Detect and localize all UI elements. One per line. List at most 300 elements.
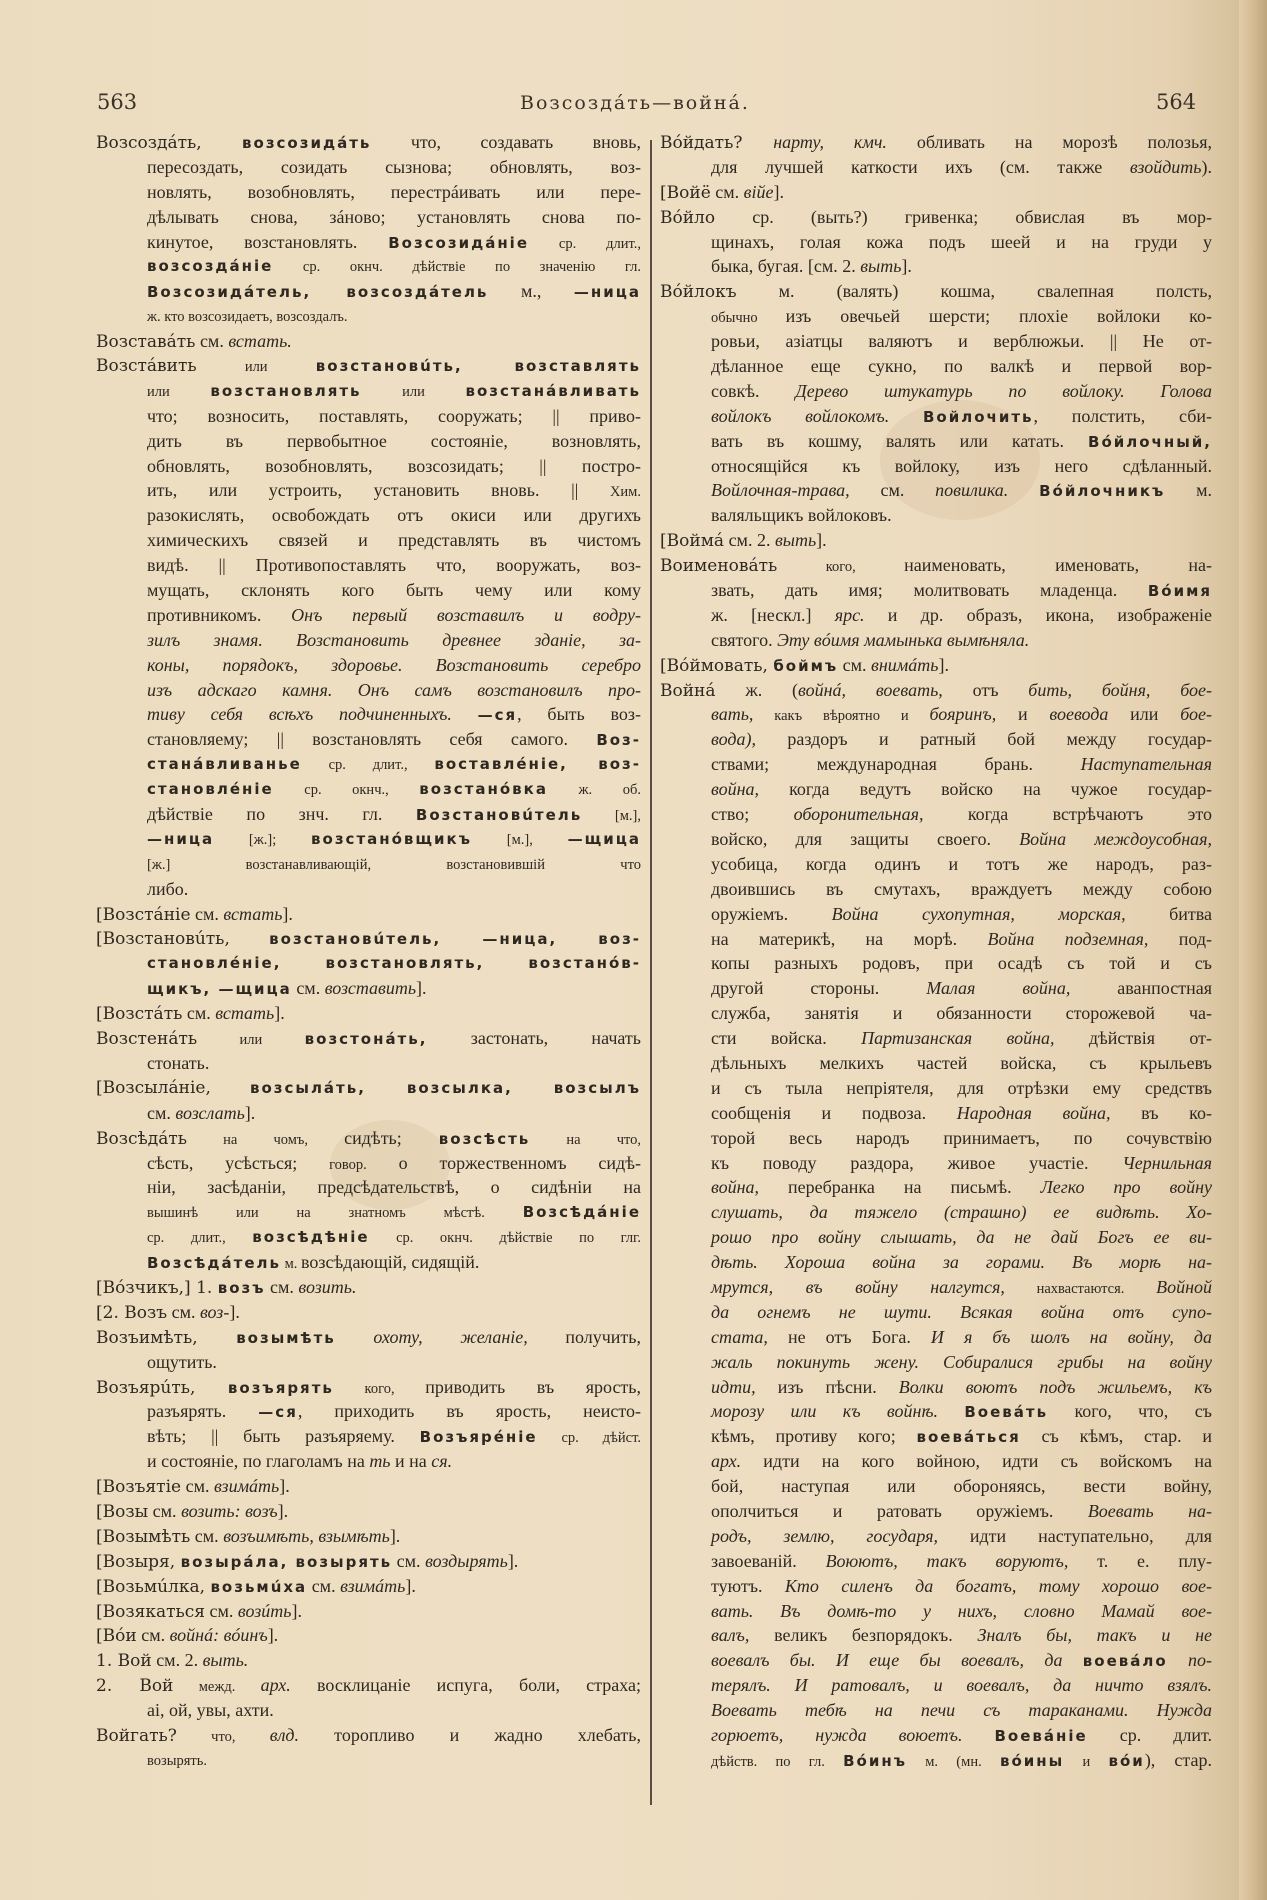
entry-continuation-line bbox=[660, 1424, 1212, 1449]
definition-text: изъ овечьей шерсти; плохіе войлоки ко- bbox=[785, 306, 1212, 327]
entry-continuation-line bbox=[96, 1350, 641, 1375]
entry-continuation-line bbox=[660, 1723, 1212, 1748]
definition-text: дѣйствіе по знч. гл. bbox=[147, 804, 416, 825]
italic-example: выть. bbox=[202, 1650, 249, 1671]
definition-text: ство; bbox=[711, 804, 794, 825]
italic-example: Партизанская война, bbox=[861, 1028, 1055, 1049]
italic-example: Онъ первый возставилъ и водру- bbox=[291, 604, 641, 625]
italic-example: войнá, воевать, bbox=[798, 679, 943, 700]
definition-text: щинахъ, голая кожа подъ шеей и на груди у bbox=[711, 231, 1212, 252]
italic-example: бояринъ, bbox=[929, 704, 997, 725]
italic-example: Война междоусобная, bbox=[1019, 828, 1212, 849]
definition-text: ]. bbox=[389, 1525, 401, 1546]
entry-continuation-line bbox=[660, 1026, 1212, 1051]
entry-continuation-line bbox=[96, 429, 641, 454]
headword: [Возстáніе bbox=[96, 904, 191, 925]
entry-continuation-line bbox=[660, 478, 1212, 503]
italic-example: вать, bbox=[711, 704, 754, 725]
entry-headword-line bbox=[96, 1723, 641, 1748]
italic-example: возить: возъ bbox=[181, 1500, 278, 1521]
italic-example: оборонительная, bbox=[793, 804, 924, 825]
definition-text: т. е. плу- bbox=[1068, 1550, 1212, 1571]
entry-continuation-line bbox=[96, 528, 641, 553]
italic-example: Дерево штукатурь по войлоку. Голова bbox=[795, 380, 1212, 401]
headword: [2. Возъ bbox=[96, 1302, 168, 1323]
entry-continuation-line bbox=[96, 1250, 641, 1275]
entry-headword-line bbox=[96, 927, 641, 952]
entry-continuation-line bbox=[660, 155, 1212, 180]
entry-continuation-line bbox=[96, 478, 641, 503]
bold-term: —ница bbox=[147, 829, 215, 848]
definition-text: ополчиться и ратовать оружіемъ. bbox=[711, 1500, 1088, 1521]
right-page-number: 564 bbox=[1156, 90, 1197, 114]
definition-text: и съ тыла непріятеля, для отрѣзки ему средствъ bbox=[711, 1077, 1212, 1098]
small-label: межд. bbox=[173, 1679, 261, 1696]
entry-continuation-line bbox=[96, 702, 641, 727]
entry-continuation-line bbox=[96, 752, 641, 777]
entry-headword-line bbox=[96, 1549, 641, 1574]
definition-text: под- bbox=[1148, 928, 1212, 949]
definition-text: см. bbox=[205, 1600, 238, 1621]
left-column bbox=[96, 130, 641, 1773]
entry-headword-line bbox=[96, 1275, 641, 1300]
italic-example: возúть bbox=[237, 1600, 292, 1621]
definition-text: торопливо и жадно хлебать, bbox=[299, 1725, 641, 1745]
italic-example: воевода bbox=[1049, 704, 1109, 725]
column-divider bbox=[650, 140, 652, 1805]
entry-continuation-line bbox=[96, 802, 641, 827]
italic-example: воз- bbox=[199, 1301, 230, 1322]
small-label: [ж.] возстанавливающій, возстановившій что bbox=[147, 856, 641, 873]
definition-text: и др. образъ, икона, изображеніе bbox=[864, 604, 1212, 625]
italic-example: Малая война, bbox=[926, 978, 1071, 999]
entry-continuation-line bbox=[660, 802, 1212, 827]
definition-text: совкѣ. bbox=[711, 380, 796, 401]
definition-text: дѣланное еще сукно, по валкѣ и первой вор- bbox=[711, 356, 1212, 377]
small-label: ср. окнч. дѣйствіе по глг. bbox=[369, 1230, 641, 1247]
definition-text: см. bbox=[190, 1525, 224, 1546]
italic-example: Зналъ бы, такъ и не bbox=[977, 1625, 1212, 1646]
definition-text: застонать, начать bbox=[427, 1028, 641, 1049]
definition-text: что, создавать вновь, bbox=[371, 132, 641, 152]
definition-text: съ кѣмъ, стар. и bbox=[1020, 1426, 1212, 1447]
definition-text: ]. bbox=[405, 1575, 416, 1596]
headword: 2. Вой bbox=[96, 1676, 174, 1697]
entry-headword-line bbox=[96, 1325, 641, 1350]
entry-headword-line bbox=[96, 1375, 641, 1400]
entry-continuation-line bbox=[660, 1350, 1212, 1375]
definition-text: изъ пѣсни. bbox=[755, 1376, 899, 1397]
entry-headword-line bbox=[660, 180, 1212, 205]
italic-example: ярс. bbox=[834, 604, 865, 625]
headword: [Вóзчикъ,] 1. bbox=[96, 1277, 218, 1298]
entry-headword-line bbox=[96, 329, 641, 354]
bold-term: возсѣсть bbox=[438, 1129, 531, 1148]
bold-term: —щица bbox=[567, 829, 641, 848]
bold-term: Воевáніе bbox=[994, 1727, 1088, 1745]
italic-example: Волки воютъ подъ жильемъ, къ bbox=[898, 1376, 1212, 1397]
bold-term: —ница bbox=[573, 283, 642, 302]
entry-headword-line bbox=[660, 553, 1212, 578]
headword: [Возстáть bbox=[96, 1004, 183, 1025]
entry-continuation-line bbox=[660, 852, 1212, 877]
italic-example: возставить bbox=[324, 978, 417, 999]
definition-text: м., bbox=[488, 281, 574, 302]
italic-example: Кто силенъ да богатъ, тому хорошо вое- bbox=[784, 1575, 1213, 1596]
italic-example: взимáть bbox=[340, 1575, 406, 1596]
definition-text: м. bbox=[1165, 480, 1212, 501]
definition-text: туютъ. bbox=[711, 1575, 785, 1596]
definition-text: вѣть; || быть разъяряему. bbox=[147, 1426, 420, 1447]
definition-text: перебранка на письмѣ. bbox=[759, 1177, 1041, 1198]
definition-text: двоившись въ смутахъ, враждуетъ между собою bbox=[711, 878, 1212, 899]
entry-continuation-line bbox=[660, 329, 1212, 354]
entry-continuation-line bbox=[96, 827, 641, 852]
entry-continuation-line bbox=[660, 1250, 1212, 1275]
small-label: м. (мн. bbox=[907, 1753, 1000, 1770]
entry-continuation-line bbox=[96, 727, 641, 752]
small-label: или bbox=[147, 383, 211, 400]
bold-term: Вóйлочникъ bbox=[1039, 482, 1166, 501]
entry-continuation-line bbox=[660, 1375, 1212, 1400]
bold-term: возъ bbox=[217, 1278, 266, 1297]
italic-example: Войлочная-трава, bbox=[711, 480, 850, 501]
entry-continuation-line bbox=[96, 205, 641, 230]
entry-continuation-line bbox=[96, 653, 641, 678]
definition-text: восклицаніе испуга, боли, страха; bbox=[290, 1675, 641, 1696]
definition-text: приводить въ ярость, bbox=[425, 1376, 642, 1397]
definition-text: противникомъ. bbox=[147, 604, 292, 625]
entry-continuation-line bbox=[660, 1076, 1212, 1101]
bold-term: возстановúть, возставлять bbox=[315, 357, 641, 376]
definition-text: ]. bbox=[416, 978, 427, 999]
definition-text: или bbox=[1108, 704, 1181, 725]
definition-text: и bbox=[996, 704, 1050, 725]
bold-term: возсылáть, возсылка, возсылъ bbox=[249, 1078, 641, 1097]
entry-headword-line bbox=[96, 130, 641, 155]
definition-text: ср. длит. bbox=[1087, 1725, 1212, 1745]
definition-text: см. bbox=[182, 1003, 216, 1024]
entry-continuation-line bbox=[660, 1001, 1212, 1026]
definition-text: дить въ первобытное состояніе, возновлять, bbox=[147, 430, 641, 451]
entry-headword-line bbox=[660, 205, 1212, 230]
entry-continuation-line bbox=[660, 1275, 1212, 1300]
entry-continuation-line bbox=[96, 254, 641, 279]
small-label: ср. окнч., bbox=[273, 782, 420, 799]
bold-term: воевáться bbox=[916, 1428, 1021, 1447]
bold-term: Вóинъ bbox=[843, 1751, 907, 1770]
definition-text: ]. bbox=[773, 181, 784, 202]
definition-text: получить, bbox=[527, 1326, 642, 1347]
entry-continuation-line bbox=[660, 1549, 1212, 1574]
entry-headword-line bbox=[96, 1300, 641, 1325]
definition-text: сти войска. bbox=[711, 1028, 862, 1049]
italic-example: охоту, желаніе, bbox=[335, 1326, 528, 1347]
italic-example: возъимѣть, взымѣть bbox=[223, 1525, 390, 1546]
definition-text: и на bbox=[390, 1451, 432, 1472]
definition-text: дѣлывать снова, зáново; установлять снова по- bbox=[147, 206, 641, 227]
definition-text: ж. ( bbox=[715, 679, 799, 700]
definition-text: ), стар. bbox=[1144, 1749, 1213, 1770]
italic-example: ся. bbox=[431, 1451, 453, 1472]
entry-continuation-line bbox=[660, 1200, 1212, 1225]
running-head bbox=[0, 90, 1267, 120]
definition-text: мущать, склонять кого быть чему или кому bbox=[147, 580, 641, 601]
bold-term: вóины bbox=[999, 1751, 1065, 1770]
definition-text: сообщенія и подвоза. bbox=[711, 1102, 957, 1123]
bold-term: воевáло bbox=[1082, 1652, 1168, 1671]
entry-continuation-line bbox=[96, 553, 641, 578]
bold-term: возырáла, возырять bbox=[180, 1552, 393, 1571]
entry-headword-line bbox=[660, 678, 1212, 703]
headword: [Вóи bbox=[96, 1626, 137, 1647]
italic-example: война, bbox=[711, 1177, 760, 1198]
definition-text: ощутить. bbox=[147, 1351, 217, 1372]
definition-text: ніи, засѣданіи, предсѣдательствѣ, о сидѣніи на bbox=[147, 1177, 641, 1198]
headword: Вóйло bbox=[660, 207, 716, 228]
small-label: или bbox=[197, 1032, 305, 1049]
bold-term: Возсѣдáніе bbox=[522, 1203, 641, 1222]
definition-text: пересоздать, созидать сызнова; обновлять, воз- bbox=[147, 156, 641, 177]
entry-continuation-line bbox=[660, 1599, 1212, 1624]
small-label: и bbox=[1064, 1753, 1109, 1770]
entry-headword-line bbox=[660, 279, 1212, 304]
right-column bbox=[660, 130, 1212, 1773]
definition-text: разъярять. bbox=[147, 1401, 259, 1422]
definition-text: сидѣть; bbox=[344, 1127, 439, 1148]
bold-term: возсѣдѣніе bbox=[252, 1228, 370, 1247]
entry-continuation-line bbox=[660, 1101, 1212, 1126]
definition-text: и состояніе, по глаголамъ на bbox=[147, 1451, 370, 1472]
definition-text: либо. bbox=[147, 878, 189, 899]
entry-continuation-line bbox=[660, 454, 1212, 479]
italic-example: внимáть bbox=[871, 654, 939, 675]
italic-example: взойдить bbox=[1129, 156, 1202, 177]
small-label: говор. bbox=[329, 1156, 367, 1173]
headword: [Войё bbox=[660, 182, 711, 203]
italic-example: повилика. bbox=[935, 480, 1040, 501]
italic-example: Воевать на- bbox=[1087, 1500, 1213, 1521]
entry-continuation-line bbox=[96, 1151, 641, 1176]
italic-example: да огнемъ не шути. Всякая война отъ супо- bbox=[711, 1301, 1212, 1322]
definition-text: ]. bbox=[277, 1500, 289, 1521]
definition-text: см. bbox=[190, 903, 224, 924]
entry-continuation-line bbox=[660, 976, 1212, 1001]
entry-continuation-line bbox=[660, 1151, 1212, 1176]
headword: Возстенáть bbox=[96, 1029, 198, 1050]
definition-text: дѣльныхъ мелкихъ частей войска, съ крыльевъ bbox=[711, 1052, 1212, 1073]
definition-text: , полстить, сби- bbox=[1033, 405, 1212, 426]
entry-headword-line bbox=[96, 1001, 641, 1026]
definition-text: торой весь народъ принимаетъ, по сочувствію bbox=[711, 1127, 1212, 1148]
entry-continuation-line bbox=[660, 1399, 1212, 1424]
headword: [Возы bbox=[96, 1501, 149, 1522]
bold-term: становлéніе, возстановлять, возстанóв- bbox=[147, 954, 641, 973]
entry-continuation-line bbox=[660, 1474, 1212, 1499]
entry-continuation-line bbox=[660, 752, 1212, 777]
italic-example: воевалъ бы. И еще бы воевалъ, да bbox=[711, 1650, 1083, 1671]
definition-text: см. bbox=[291, 978, 325, 999]
entry-continuation-line bbox=[660, 1673, 1212, 1698]
small-label: ж. кто возсозидаетъ, возсоздалъ. bbox=[147, 309, 348, 326]
entry-continuation-line bbox=[96, 1200, 641, 1225]
definition-text: химическихъ связей и представлять въ чистомъ bbox=[147, 530, 641, 551]
entry-headword-line bbox=[96, 354, 641, 379]
headword: [Возякаться bbox=[96, 1601, 206, 1622]
small-label: ср. окнч. дѣйствіе по значенію гл. bbox=[273, 259, 641, 276]
bold-term: Возсозидáніе bbox=[388, 233, 529, 252]
definition-text: аванпостная bbox=[1070, 978, 1212, 999]
headword: Возставáть bbox=[96, 332, 196, 353]
entry-continuation-line bbox=[660, 951, 1212, 976]
small-label: ж. об. bbox=[547, 782, 641, 799]
italic-example: родъ, землю, государя, bbox=[711, 1525, 938, 1546]
bold-term: вóи bbox=[1108, 1751, 1145, 1770]
definition-text: ]. bbox=[279, 1476, 290, 1497]
entry-continuation-line bbox=[96, 1399, 641, 1424]
italic-example: влд. bbox=[269, 1725, 300, 1745]
italic-example: изъ адскаго камня. Онъ самъ возстановилъ про- bbox=[147, 679, 641, 700]
bold-term: Возсѣдáтель bbox=[147, 1254, 281, 1273]
definition-text: разокислять, освобождать отъ окиси или другихъ bbox=[147, 505, 641, 526]
entry-continuation-line bbox=[660, 379, 1212, 404]
definition-text: ]. bbox=[816, 530, 827, 551]
definition-text: стонать. bbox=[147, 1052, 210, 1073]
small-label: кого, bbox=[777, 559, 905, 576]
definition-text: сѣсть, усѣсться; bbox=[147, 1152, 330, 1173]
small-label: [ж.]; bbox=[214, 831, 312, 848]
italic-example: Войной bbox=[1156, 1276, 1213, 1297]
definition-text: см. bbox=[838, 654, 872, 675]
headword: Войгать? bbox=[96, 1726, 177, 1746]
italic-example: Эту вóимя мамынька вымѣняла. bbox=[777, 629, 1030, 650]
small-label: ср. длит., bbox=[301, 757, 435, 774]
definition-text: ствами; международная брань. bbox=[711, 754, 1081, 775]
small-label: или bbox=[196, 359, 316, 376]
definition-text: ]. bbox=[244, 1102, 256, 1123]
definition-text: копы разныхъ родовъ, при осадѣ съ той и съ bbox=[711, 953, 1212, 974]
bold-term: Воз- bbox=[596, 731, 641, 750]
definition-text: наименовать, именовать, на- bbox=[904, 555, 1212, 576]
entry-continuation-line bbox=[96, 877, 641, 902]
small-label: [м.], bbox=[471, 831, 568, 848]
italic-example: встать. bbox=[228, 331, 292, 352]
definition-text: см. bbox=[167, 1301, 200, 1322]
entry-continuation-line bbox=[96, 180, 641, 205]
italic-example: взимáть bbox=[213, 1476, 280, 1497]
definition-text: кѣмъ, противу кого; bbox=[711, 1426, 917, 1447]
definition-text: ]. bbox=[282, 903, 293, 924]
definition-text: ]. bbox=[274, 1003, 285, 1024]
bold-term: боймъ bbox=[773, 656, 839, 675]
italic-example: идти, bbox=[711, 1376, 756, 1397]
entry-continuation-line bbox=[96, 1748, 641, 1773]
italic-example: вать. Въ домѣ-то у нихъ, словно Мамай вое- bbox=[711, 1600, 1212, 1621]
italic-example: рошо про войну слышать, да не дай Богъ ее ви- bbox=[711, 1227, 1212, 1248]
bold-term: возстонáть, bbox=[304, 1030, 428, 1049]
entry-continuation-line bbox=[96, 1424, 641, 1449]
page-edge-shadow bbox=[1239, 0, 1267, 1900]
definition-text: ить, или устроить, установить вновь. || bbox=[147, 480, 610, 501]
definition-text: , приходить въ ярость, неисто- bbox=[297, 1401, 641, 1422]
small-label: вышинѣ или на знатномъ мѣстѣ. bbox=[147, 1205, 523, 1222]
bold-term: Войлочить bbox=[922, 407, 1034, 426]
definition-text: когда встрѣчаютъ это bbox=[923, 804, 1212, 825]
definition-text: дѣйствія от- bbox=[1054, 1028, 1213, 1049]
definition-text: см. bbox=[195, 331, 229, 352]
italic-example: стата, bbox=[711, 1326, 768, 1347]
definition-text: усобица, когда одинъ и тотъ же народъ, раз- bbox=[711, 853, 1212, 874]
small-label: кого, bbox=[333, 1380, 426, 1397]
definition-text: другой стороны. bbox=[711, 978, 927, 999]
entry-continuation-line bbox=[660, 404, 1212, 429]
entry-continuation-line bbox=[660, 1623, 1212, 1648]
entry-continuation-line bbox=[660, 254, 1212, 279]
italic-example: войлокъ войлокомъ. bbox=[711, 405, 923, 426]
definition-text: ). bbox=[1201, 156, 1212, 177]
italic-example: терялъ. И ратовалъ, и воевалъ, да ничто взялъ. bbox=[711, 1675, 1212, 1696]
small-label: возырять. bbox=[147, 1752, 207, 1769]
entry-continuation-line bbox=[660, 1300, 1212, 1325]
bold-term: возстанóвщикъ bbox=[311, 829, 472, 848]
entry-continuation-line bbox=[660, 304, 1212, 329]
definition-text: аі, ой, увы, ахти. bbox=[147, 1700, 274, 1721]
bold-term: возсозидáть bbox=[242, 134, 372, 152]
entry-continuation-line bbox=[96, 1175, 641, 1200]
definition-text: становляему; || возстановлять себя самого. bbox=[147, 729, 597, 750]
definition-text: см. bbox=[148, 1500, 182, 1521]
entry-headword-line bbox=[96, 1648, 641, 1673]
entry-continuation-line bbox=[96, 230, 641, 255]
definition-text: служба, занятія и обязанности сторожевой ча- bbox=[711, 1003, 1212, 1024]
definition-text: о торжественномъ сидѣ- bbox=[366, 1152, 641, 1173]
italic-example: коны, порядокъ, здоровье. Возстановить серебро bbox=[147, 654, 641, 675]
entry-headword-line bbox=[96, 1673, 641, 1698]
headword: Вóйдать? bbox=[660, 133, 774, 153]
definition-text: въ ко- bbox=[1110, 1102, 1212, 1123]
entry-continuation-line bbox=[96, 603, 641, 628]
definition-text: къ поводу раздора, живое участіе. bbox=[711, 1152, 1123, 1173]
bold-term: Вóйлочный, bbox=[1088, 432, 1212, 451]
italic-example: Наступательная bbox=[1080, 754, 1212, 775]
italic-example: морозу или къ войнѣ. bbox=[711, 1401, 965, 1422]
definition-text: см. bbox=[307, 1575, 341, 1596]
bold-term: возстановúтель, —ница, воз- bbox=[269, 929, 642, 948]
definition-text: вать въ кошму, валять или катать. bbox=[711, 430, 1089, 451]
definition-text: см. 2. bbox=[724, 530, 775, 551]
bold-term: становлéніе bbox=[147, 780, 274, 799]
italic-example: войнá: вóинъ bbox=[169, 1625, 268, 1646]
definition-text: ср. (выть?) гривенка; обвислая въ мор- bbox=[715, 206, 1212, 227]
entry-continuation-line bbox=[96, 503, 641, 528]
italic-example: вода), bbox=[711, 729, 756, 750]
small-label: ср. длит., bbox=[147, 1230, 253, 1247]
definition-text: что; возносить, поставлять, сооружать; || приво- bbox=[147, 405, 641, 426]
bold-term: Возстановúтель bbox=[415, 806, 583, 825]
entry-continuation-line bbox=[660, 1175, 1212, 1200]
definition-text: ]. bbox=[267, 1625, 279, 1646]
entry-headword-line bbox=[96, 1126, 641, 1151]
entry-continuation-line bbox=[96, 304, 641, 329]
italic-example: воздырять bbox=[425, 1550, 508, 1571]
headword: Возъярúть, bbox=[96, 1377, 228, 1398]
italic-example: арх. bbox=[711, 1451, 742, 1472]
entry-headword-line bbox=[96, 1499, 641, 1524]
italic-example: арх. bbox=[260, 1675, 291, 1696]
entry-headword-line bbox=[660, 653, 1212, 678]
definition-text: идти наступательно, для bbox=[937, 1525, 1213, 1546]
definition-text: завоеваній. bbox=[711, 1550, 826, 1571]
